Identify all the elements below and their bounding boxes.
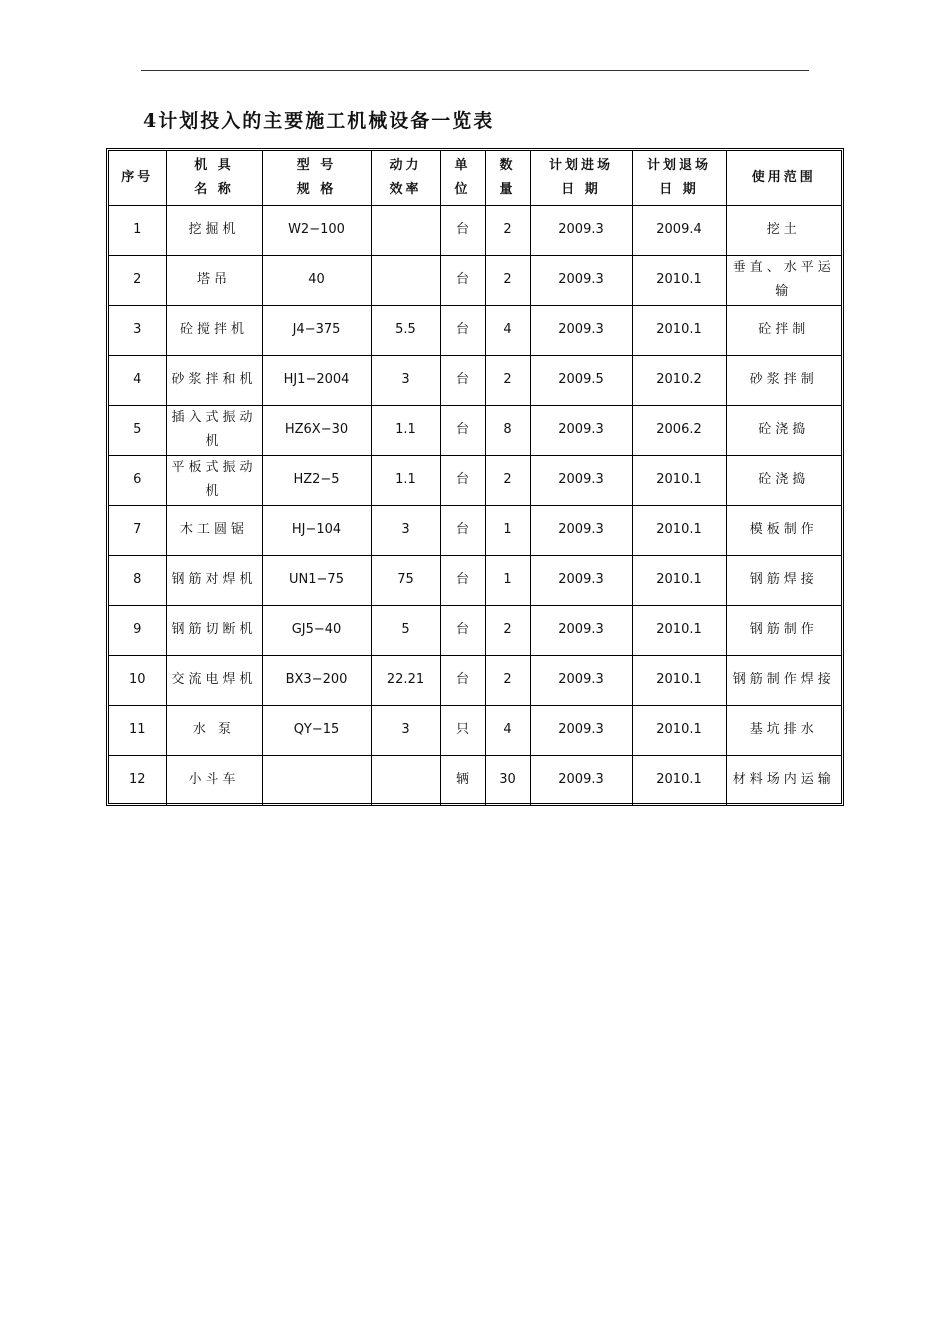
- header-power: [371, 151, 440, 205]
- cell-exit: 2006.2: [632, 405, 726, 455]
- header-power-line2: 效率: [389, 181, 422, 197]
- table-row: [109, 255, 841, 305]
- cell-usage: 钢筋焊接: [726, 555, 841, 605]
- cell-model: 40: [262, 255, 371, 305]
- table-row: [109, 455, 841, 505]
- cell-index: 6: [109, 455, 166, 505]
- cell-usage: 砼浇捣: [726, 455, 841, 505]
- cell-name: 砂浆拌和机: [166, 355, 262, 405]
- cell-unit: 台: [440, 605, 485, 655]
- cell-unit: 台: [440, 455, 485, 505]
- header-rule: [141, 70, 809, 71]
- cell-usage: 基坑排水: [726, 705, 841, 755]
- cell-exit: 2010.1: [632, 605, 726, 655]
- cell-qty: 8: [485, 405, 530, 455]
- cell-name: 平板式振动机: [166, 455, 262, 505]
- cell-power: [371, 255, 440, 305]
- cell-model: GJ5−40: [262, 605, 371, 655]
- cell-exit: 2010.1: [632, 555, 726, 605]
- cell-power: [371, 205, 440, 255]
- cell-name: 插入式振动机: [166, 405, 262, 455]
- header-model-line2: 规 格: [296, 181, 337, 197]
- cell-power: 3: [371, 705, 440, 755]
- header-enter-line1: 计划进场: [548, 157, 613, 173]
- cell-unit: 只: [440, 705, 485, 755]
- header-power-line1: 动力: [389, 157, 422, 173]
- cell-enter: 2009.3: [530, 505, 632, 555]
- cell-enter: 2009.3: [530, 605, 632, 655]
- cell-index: 9: [109, 605, 166, 655]
- cell-name: 交流电焊机: [166, 655, 262, 705]
- equipment-table: [109, 151, 841, 805]
- cell-usage: 砂浆拌制: [726, 355, 841, 405]
- cell-exit: 2010.1: [632, 655, 726, 705]
- header-name: [166, 151, 262, 205]
- cell-power: 1.1: [371, 455, 440, 505]
- cell-name: 小斗车: [166, 755, 262, 805]
- cell-power: 3: [371, 505, 440, 555]
- cell-model: QY−15: [262, 705, 371, 755]
- cell-index: 10: [109, 655, 166, 705]
- header-name-line2: 名 称: [194, 181, 234, 197]
- cell-qty: 2: [485, 455, 530, 505]
- cell-unit: 台: [440, 205, 485, 255]
- cell-name: 砼搅拌机: [166, 305, 262, 355]
- table-row: [109, 405, 841, 455]
- cell-model: HZ2−5: [262, 455, 371, 505]
- header-exit-date: [632, 151, 726, 205]
- cell-qty: 30: [485, 755, 530, 805]
- cell-power: 1.1: [371, 405, 440, 455]
- cell-qty: 2: [485, 205, 530, 255]
- cell-index: 1: [109, 205, 166, 255]
- cell-enter: 2009.3: [530, 305, 632, 355]
- cell-model: W2−100: [262, 205, 371, 255]
- cell-usage: 挖土: [726, 205, 841, 255]
- cell-enter: 2009.3: [530, 405, 632, 455]
- cell-unit: 台: [440, 255, 485, 305]
- cell-usage: 垂直、水平运输: [726, 255, 841, 305]
- cell-model: HZ6X−30: [262, 405, 371, 455]
- header-index: 序号: [109, 151, 166, 205]
- table-row: [109, 205, 841, 255]
- page-title: 4计划投入的主要施工机械设备一览表: [143, 110, 495, 132]
- table-row: [109, 355, 841, 405]
- header-exit-line2: 日 期: [659, 181, 699, 197]
- cell-power: 75: [371, 555, 440, 605]
- cell-exit: 2009.4: [632, 205, 726, 255]
- cell-model: BX3−200: [262, 655, 371, 705]
- cell-enter: 2009.3: [530, 205, 632, 255]
- cell-usage: 模板制作: [726, 505, 841, 555]
- cell-index: 7: [109, 505, 166, 555]
- cell-qty: 2: [485, 605, 530, 655]
- cell-unit: 台: [440, 355, 485, 405]
- cell-unit: 台: [440, 505, 485, 555]
- cell-exit: 2010.1: [632, 505, 726, 555]
- cell-name: 钢筋对焊机: [166, 555, 262, 605]
- cell-exit: 2010.2: [632, 355, 726, 405]
- cell-enter: 2009.3: [530, 755, 632, 805]
- header-enter-date: [530, 151, 632, 205]
- cell-index: 5: [109, 405, 166, 455]
- cell-unit: 台: [440, 655, 485, 705]
- cell-index: 4: [109, 355, 166, 405]
- table-row: [109, 705, 841, 755]
- cell-index: 8: [109, 555, 166, 605]
- cell-usage: 钢筋制作焊接: [726, 655, 841, 705]
- header-qty: [485, 151, 530, 205]
- table-row: [109, 505, 841, 555]
- cell-unit: 台: [440, 405, 485, 455]
- cell-power: 3: [371, 355, 440, 405]
- header-enter-line2: 日 期: [561, 181, 601, 197]
- table-row: [109, 555, 841, 605]
- cell-qty: 4: [485, 305, 530, 355]
- cell-usage: 钢筋制作: [726, 605, 841, 655]
- equipment-table-frame: [106, 148, 844, 806]
- cell-model: [262, 755, 371, 805]
- cell-qty: 1: [485, 555, 530, 605]
- cell-exit: 2010.1: [632, 305, 726, 355]
- cell-qty: 4: [485, 705, 530, 755]
- header-exit-line1: 计划退场: [646, 157, 711, 173]
- cell-unit: 台: [440, 555, 485, 605]
- cell-exit: 2010.1: [632, 255, 726, 305]
- cell-exit: 2010.1: [632, 705, 726, 755]
- cell-exit: 2010.1: [632, 455, 726, 505]
- cell-index: 3: [109, 305, 166, 355]
- cell-exit: 2010.1: [632, 755, 726, 805]
- table-header-row: [109, 151, 841, 205]
- cell-index: 12: [109, 755, 166, 805]
- cell-qty: 1: [485, 505, 530, 555]
- cell-usage: 材料场内运输: [726, 755, 841, 805]
- cell-qty: 2: [485, 355, 530, 405]
- header-model: [262, 151, 371, 205]
- cell-name: 塔吊: [166, 255, 262, 305]
- cell-name: 挖掘机: [166, 205, 262, 255]
- cell-name: 水 泵: [166, 705, 262, 755]
- cell-model: HJ−104: [262, 505, 371, 555]
- cell-usage: 砼拌制: [726, 305, 841, 355]
- cell-index: 2: [109, 255, 166, 305]
- cell-power: 5.5: [371, 305, 440, 355]
- cell-enter: 2009.3: [530, 655, 632, 705]
- cell-power: 22.21: [371, 655, 440, 705]
- cell-enter: 2009.5: [530, 355, 632, 405]
- table-row: [109, 305, 841, 355]
- cell-unit: 台: [440, 305, 485, 355]
- header-usage: 使用范围: [726, 151, 841, 205]
- cell-name: 木工圆锯: [166, 505, 262, 555]
- cell-enter: 2009.3: [530, 455, 632, 505]
- cell-model: HJ1−2004: [262, 355, 371, 405]
- cell-unit: 辆: [440, 755, 485, 805]
- header-unit-line1: 单: [454, 157, 471, 173]
- cell-enter: 2009.3: [530, 555, 632, 605]
- table-row: [109, 655, 841, 705]
- cell-qty: 2: [485, 255, 530, 305]
- cell-power: 5: [371, 605, 440, 655]
- table-row: [109, 605, 841, 655]
- table-row: [109, 755, 841, 805]
- cell-usage: 砼浇捣: [726, 405, 841, 455]
- cell-qty: 2: [485, 655, 530, 705]
- cell-enter: 2009.3: [530, 255, 632, 305]
- header-qty-line2: 量: [499, 181, 516, 197]
- cell-model: UN1−75: [262, 555, 371, 605]
- cell-name: 钢筋切断机: [166, 605, 262, 655]
- header-name-line1: 机 具: [194, 157, 234, 173]
- cell-enter: 2009.3: [530, 705, 632, 755]
- cell-index: 11: [109, 705, 166, 755]
- header-unit-line2: 位: [454, 181, 471, 197]
- cell-model: J4−375: [262, 305, 371, 355]
- cell-power: [371, 755, 440, 805]
- header-model-line1: 型 号: [296, 157, 337, 173]
- header-qty-line1: 数: [499, 157, 516, 173]
- header-unit: [440, 151, 485, 205]
